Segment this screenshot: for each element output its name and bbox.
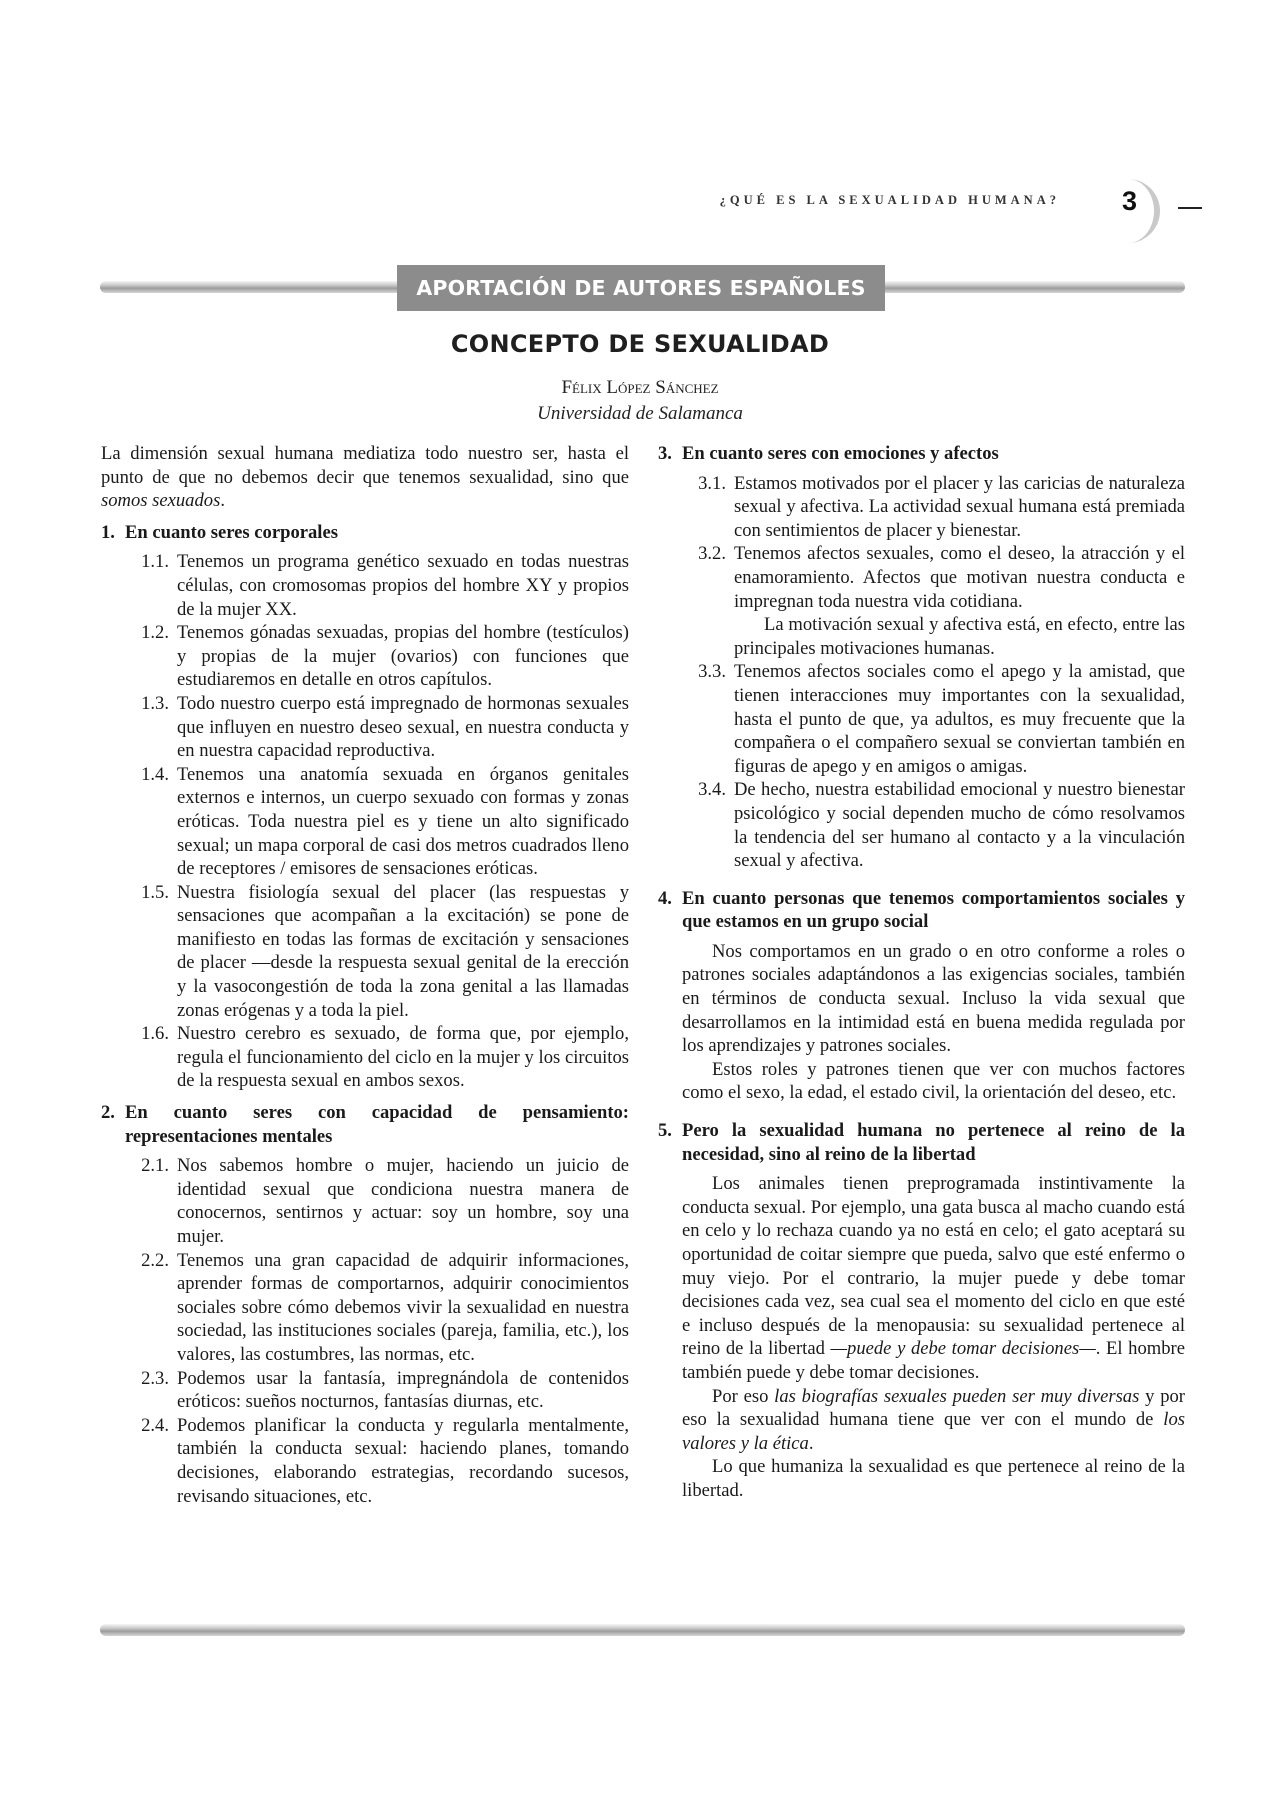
section-4-paragraph: Nos comportamos en un grado o en otro conforme a roles o patrones sociales adaptándonos a las exigencias sociales, también en términos de conducta sexual. Incluso la vida sexual que desarrollamos en la intimidad está en buena medida regulada por los aprendizajes y patrones sociales. (682, 940, 1185, 1057)
list-item: 3.2. Tenemos afectos sexuales, como el deseo, la atracción y el enamoramiento. Afectos que motivan nuestra conducta e impregnan toda nuestra vida cotidiana. (698, 543, 1185, 612)
list-item: 1.1. Tenemos un programa genético sexuado en todas nuestras células, con cromosomas propios del hombre XY y propios de la mujer XX. (141, 551, 629, 620)
section-banner: APORTACIÓN DE AUTORES ESPAÑOLES (397, 265, 885, 311)
left-column (101, 442, 629, 1508)
article-author: Félix López Sánchez (561, 377, 719, 398)
list-item: 2.4. Podemos planificar la conducta y regularla mentalmente, también la conducta sexual: haciendo planes, tomando decisiones, elaborando estrategias, recordando sucesos, revisando situaciones, etc. (141, 1414, 629, 1507)
page-number: 3 (1122, 186, 1138, 216)
intro-paragraph: La dimensión sexual humana mediatiza todo nuestro ser, hasta el punto de que no debemos decir que tenemos sexualidad, sino que somos sexuados. (101, 443, 629, 512)
list-item: 1.3. Todo nuestro cuerpo está impregnado de hormonas sexuales que influyen en nuestro deseo sexual, en nuestra conducta y en nuestra capacidad reproductiva. (141, 692, 629, 762)
list-item: 1.6. Nuestro cerebro es sexuado, de forma que, por ejemplo, regula el funcionamiento del ciclo en la mujer y los circuitos de la respuesta sexual en ambos sexos. (141, 1023, 629, 1092)
running-title: ¿QUÉ ES LA SEXUALIDAD HUMANA? (719, 193, 1060, 207)
list-item: 3.3. Tenemos afectos sociales como el apego y la amistad, que tienen interacciones muy importantes con la sexualidad, hasta el punto de que, ya adultos, es muy frecuente que la compañera o el compañero sexual se conviertan también en figuras de apego y en amigos o amigas. (698, 661, 1185, 777)
section-3-heading: 3. En cuanto seres con emociones y afectos (658, 443, 999, 464)
list-item: 2.2. Tenemos una gran capacidad de adquirir informaciones, aprender formas de comportarnos, adquirir conocimientos sociales sobre cómo debemos vivir la sexualidad en nuestra sociedad, las instituciones sociales (pareja, familia, etc.), los valores, las costumbres, las normas, etc. (141, 1249, 629, 1365)
article-affiliation: Universidad de Salamanca (537, 403, 743, 424)
list-item: 1.4. Tenemos una anatomía sexuada en órganos genitales externos e internos, un cuerpo sexuado con formas y zonas eróticas. Toda nuestra piel es y tiene un alto significado sexual; un mapa corporal de casi dos metros cuadrados lleno de receptores / emisores de sensaciones eróticas. (141, 763, 629, 880)
list-item: 2.3. Podemos usar la fantasía, impregnándola de contenidos eróticos: sueños nocturnos, fantasías diurnas, etc. (141, 1367, 629, 1413)
list-item: 3.4. De hecho, nuestra estabilidad emocional y nuestro bienestar psicológico y social dependen mucho de cómo resolvamos la tendencia del ser humano al contacto y a la vinculación sexual y afectiva. (698, 779, 1185, 872)
section-5-paragraph: Los animales tienen preprogramada instintivamente la conducta sexual. Por ejemplo, una gata busca al macho cuando está en celo y lo rechaza cuando ya no está en celo; el gato aceptará su oportunidad de coitar siempre que pueda, salvo que esté enfermo o muy viejo. Por el contrario, la mujer puede y debe tomar decisiones cada vez, sea cual sea el momento del ciclo en que esté e incluso después de la menopausia: su sexualidad pertenece al reino de la libertad —puede y debe tomar decisiones—. El hombre también puede y debe tomar decisiones. (682, 1173, 1185, 1383)
header-dash (1178, 207, 1202, 209)
list-item: 3.1. Estamos motivados por el placer y las caricias de naturaleza sexual y afectiva. La actividad sexual humana está premiada con sentimientos de placer y bienestar. (698, 472, 1185, 541)
section-5-paragraph: Lo que humaniza la sexualidad es que pertenece al reino de la libertad. (682, 1456, 1185, 1501)
section-4-heading: 4. En cuanto personas que tenemos comportamientos sociales y que estamos en un grupo social (658, 887, 1185, 933)
section-4-paragraph: Estos roles y patrones tienen que ver con muchos factores como el sexo, la edad, el estado civil, la orientación del deseo, etc. (682, 1058, 1185, 1104)
section-3-note: La motivación sexual y afectiva está, en efecto, entre las principales motivaciones humanas. (734, 614, 1185, 659)
section-1-heading: 1. En cuanto seres corporales (101, 521, 338, 543)
article-title: CONCEPTO DE SEXUALIDAD (450, 330, 830, 358)
right-column (658, 442, 1185, 1503)
list-item: 1.5. Nuestra fisiología sexual del placer (las respuestas y sensaciones que acompañan a la excitación) se pone de manifiesto en todas las formas de excitación y sensaciones de placer —desde la respuesta sexual genital de la erección y la vasocongestión de toda la zona genital a las llamadas zonas erógenas y a toda la piel. (141, 881, 629, 1021)
list-item: 2.1. Nos sabemos hombre o mujer, haciendo un juicio de identidad sexual que condiciona nuestra manera de conocernos, sentirnos y actuar: soy un hombre, soy una mujer. (141, 1155, 629, 1247)
section-5-heading: 5. Pero la sexualidad humana no pertenece al reino de la necesidad, sino al reino de la libertad (658, 1120, 1185, 1165)
section-5-paragraph: Por eso las biografías sexuales pueden ser muy diversas y por eso la sexualidad humana tiene que ver con el mundo de los valores y la ética. (682, 1385, 1185, 1454)
bottom-rule (100, 1624, 1185, 1636)
section-2-heading: 2. En cuanto seres con capacidad de pensamiento: representaciones mentales (101, 1102, 629, 1147)
list-item: 1.2. Tenemos gónadas sexuadas, propias del hombre (testículos) y propias de la mujer (ovarios) con funciones que estudiaremos en detalle en otros capítulos. (141, 622, 629, 691)
